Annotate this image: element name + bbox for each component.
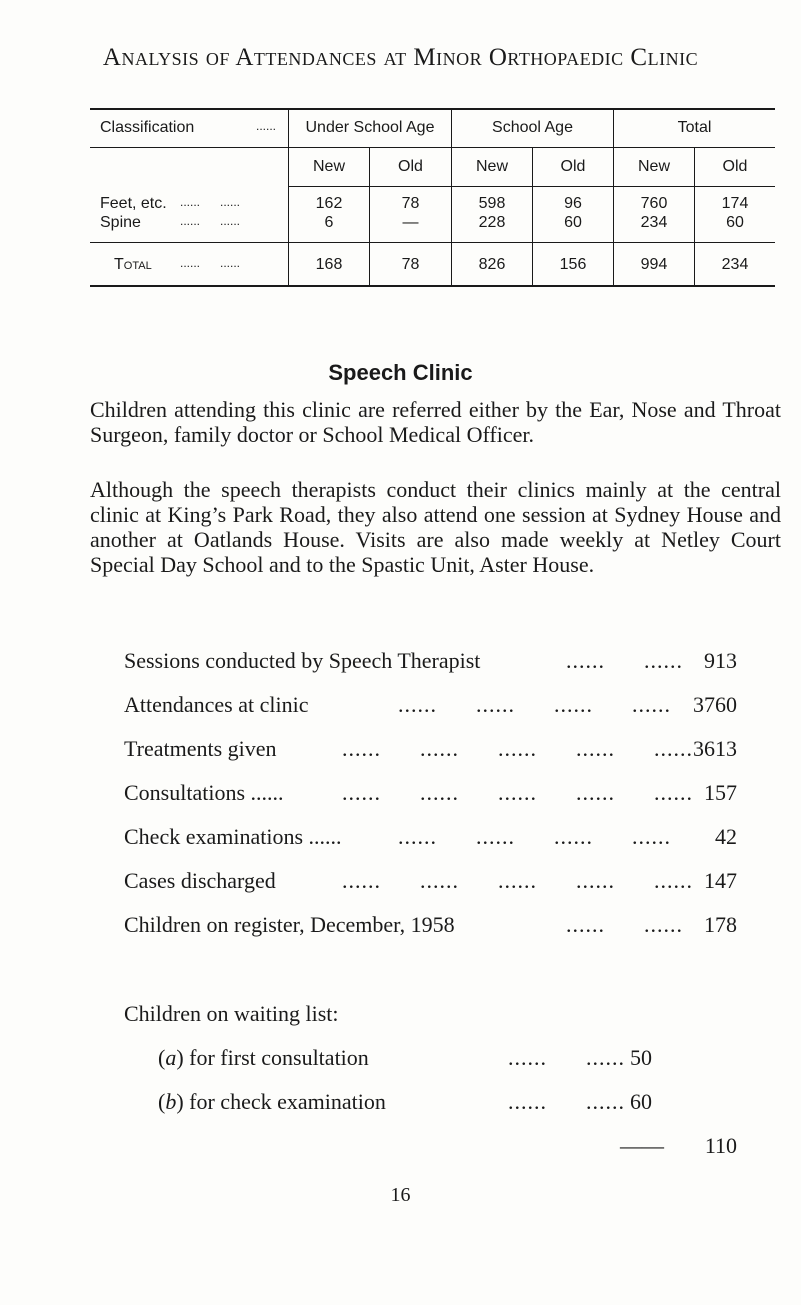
table-cell: 760 — [640, 195, 668, 212]
stat-label: Cases discharged — [124, 868, 276, 893]
stat-label: Children on register, December, 1958 — [124, 912, 455, 937]
table-top-rule — [90, 108, 775, 110]
page-title: Analysis of Attendances at Minor Orthopaedic Clinic — [102, 44, 699, 71]
item-value: 60 — [630, 1089, 652, 1114]
leader-dots: ...... ...... ...... ...... — [398, 824, 671, 849]
group-header-under-school-age: Under School Age — [305, 119, 435, 136]
leader-dots: ...... ...... ...... ...... ...... — [342, 736, 693, 761]
table-cell: 162 — [315, 195, 343, 212]
leader-dots: ...... ...... — [180, 195, 241, 209]
sub-header: New — [312, 158, 345, 175]
stat-value: 178 — [704, 912, 737, 937]
leader-dots: ...... ...... — [508, 1089, 625, 1114]
group-header-school-age: School Age — [492, 119, 573, 136]
sub-header: Old — [560, 158, 586, 175]
sub-header: Old — [722, 158, 748, 175]
leader-dots: ...... ...... ...... ...... — [398, 692, 671, 717]
section-heading: Speech Clinic — [328, 360, 473, 385]
stat-value: 42 — [715, 824, 737, 849]
item-marker: b — [165, 1089, 177, 1114]
total-dash: —— — [620, 1133, 664, 1158]
stat-value: 157 — [704, 780, 737, 805]
table-cell: 168 — [315, 256, 343, 273]
paragraph: Children attending this clinic are referred either by the Ear, Nose and Throat Surgeon, family doctor or School Medical Officer. — [90, 397, 781, 447]
item-value: 50 — [630, 1045, 652, 1070]
row-label-total: Total — [114, 256, 152, 273]
waiting-list-item: (b) for check examination — [158, 1089, 386, 1114]
stat-label: Consultations ...... — [124, 780, 284, 805]
item-text: for check examination — [189, 1089, 386, 1114]
sub-header: Old — [398, 158, 423, 175]
stat-value: 3760 — [693, 692, 737, 717]
row-label-spine: Spine — [100, 214, 141, 231]
leader-dots: ...... ...... — [566, 648, 683, 673]
row-label-feet: Feet, etc. — [100, 195, 167, 212]
group-header-total: Total — [677, 119, 712, 136]
waiting-list-item: (a) for first consultation — [158, 1045, 369, 1070]
waiting-list-total: 110 — [704, 1133, 737, 1158]
table-bottom-rule — [90, 285, 775, 287]
leader-dots: ...... ...... — [508, 1045, 625, 1070]
leader-dots: ...... ...... — [180, 256, 241, 270]
sub-header: New — [637, 158, 670, 175]
table-cell: 6 — [324, 214, 334, 231]
table-cell: — — [402, 214, 419, 231]
stat-value: 147 — [704, 868, 737, 893]
table-cell: 234 — [721, 256, 749, 273]
table-cell: 994 — [640, 256, 668, 273]
leader-dots: ...... ...... ...... ...... ...... — [342, 780, 693, 805]
stat-label: Treatments given — [124, 736, 277, 761]
table-header-rule — [90, 147, 775, 148]
page-number: 16 — [390, 1184, 411, 1206]
table-cell: 156 — [559, 256, 587, 273]
stat-label: Check examinations ...... — [124, 824, 342, 849]
table-cell: 826 — [478, 256, 506, 273]
leader-dots: ...... ...... ...... ...... ...... — [342, 868, 693, 893]
table-cell: 78 — [401, 195, 420, 212]
waiting-list-heading: Children on waiting list: — [124, 1001, 339, 1026]
stat-label: Sessions conducted by Speech Therapist — [124, 648, 481, 673]
table-cell: 228 — [478, 214, 506, 231]
table-cell: 78 — [401, 256, 420, 273]
leader-dots: ...... ...... — [566, 912, 683, 937]
table-cell: 174 — [721, 195, 749, 212]
stat-label: Attendances at clinic — [124, 692, 309, 717]
leader-dots: ...... ...... — [180, 214, 241, 228]
stat-value: 3613 — [693, 736, 737, 761]
classification-header: Classification — [100, 119, 195, 136]
table-cell: 598 — [478, 195, 506, 212]
sub-header: New — [475, 158, 508, 175]
table-cell: 96 — [564, 195, 582, 212]
item-text: for first consultation — [189, 1045, 369, 1070]
table-cell: 60 — [564, 214, 582, 231]
table-cell: 234 — [640, 214, 668, 231]
stat-value: 913 — [704, 648, 737, 673]
table-cell: 60 — [726, 214, 744, 231]
paragraph: Although the speech therapists conduct their clinics mainly at the central clinic at King’s Park Road, they also attend one session at Sydney House and another at Oatlands House. Visits are also made weekly at Netley Court Special Day School and to the Spastic Unit, Aster House. — [90, 477, 781, 577]
leader-dots: ...... — [256, 119, 277, 133]
table-total-rule — [90, 242, 775, 243]
item-marker: a — [165, 1045, 177, 1070]
